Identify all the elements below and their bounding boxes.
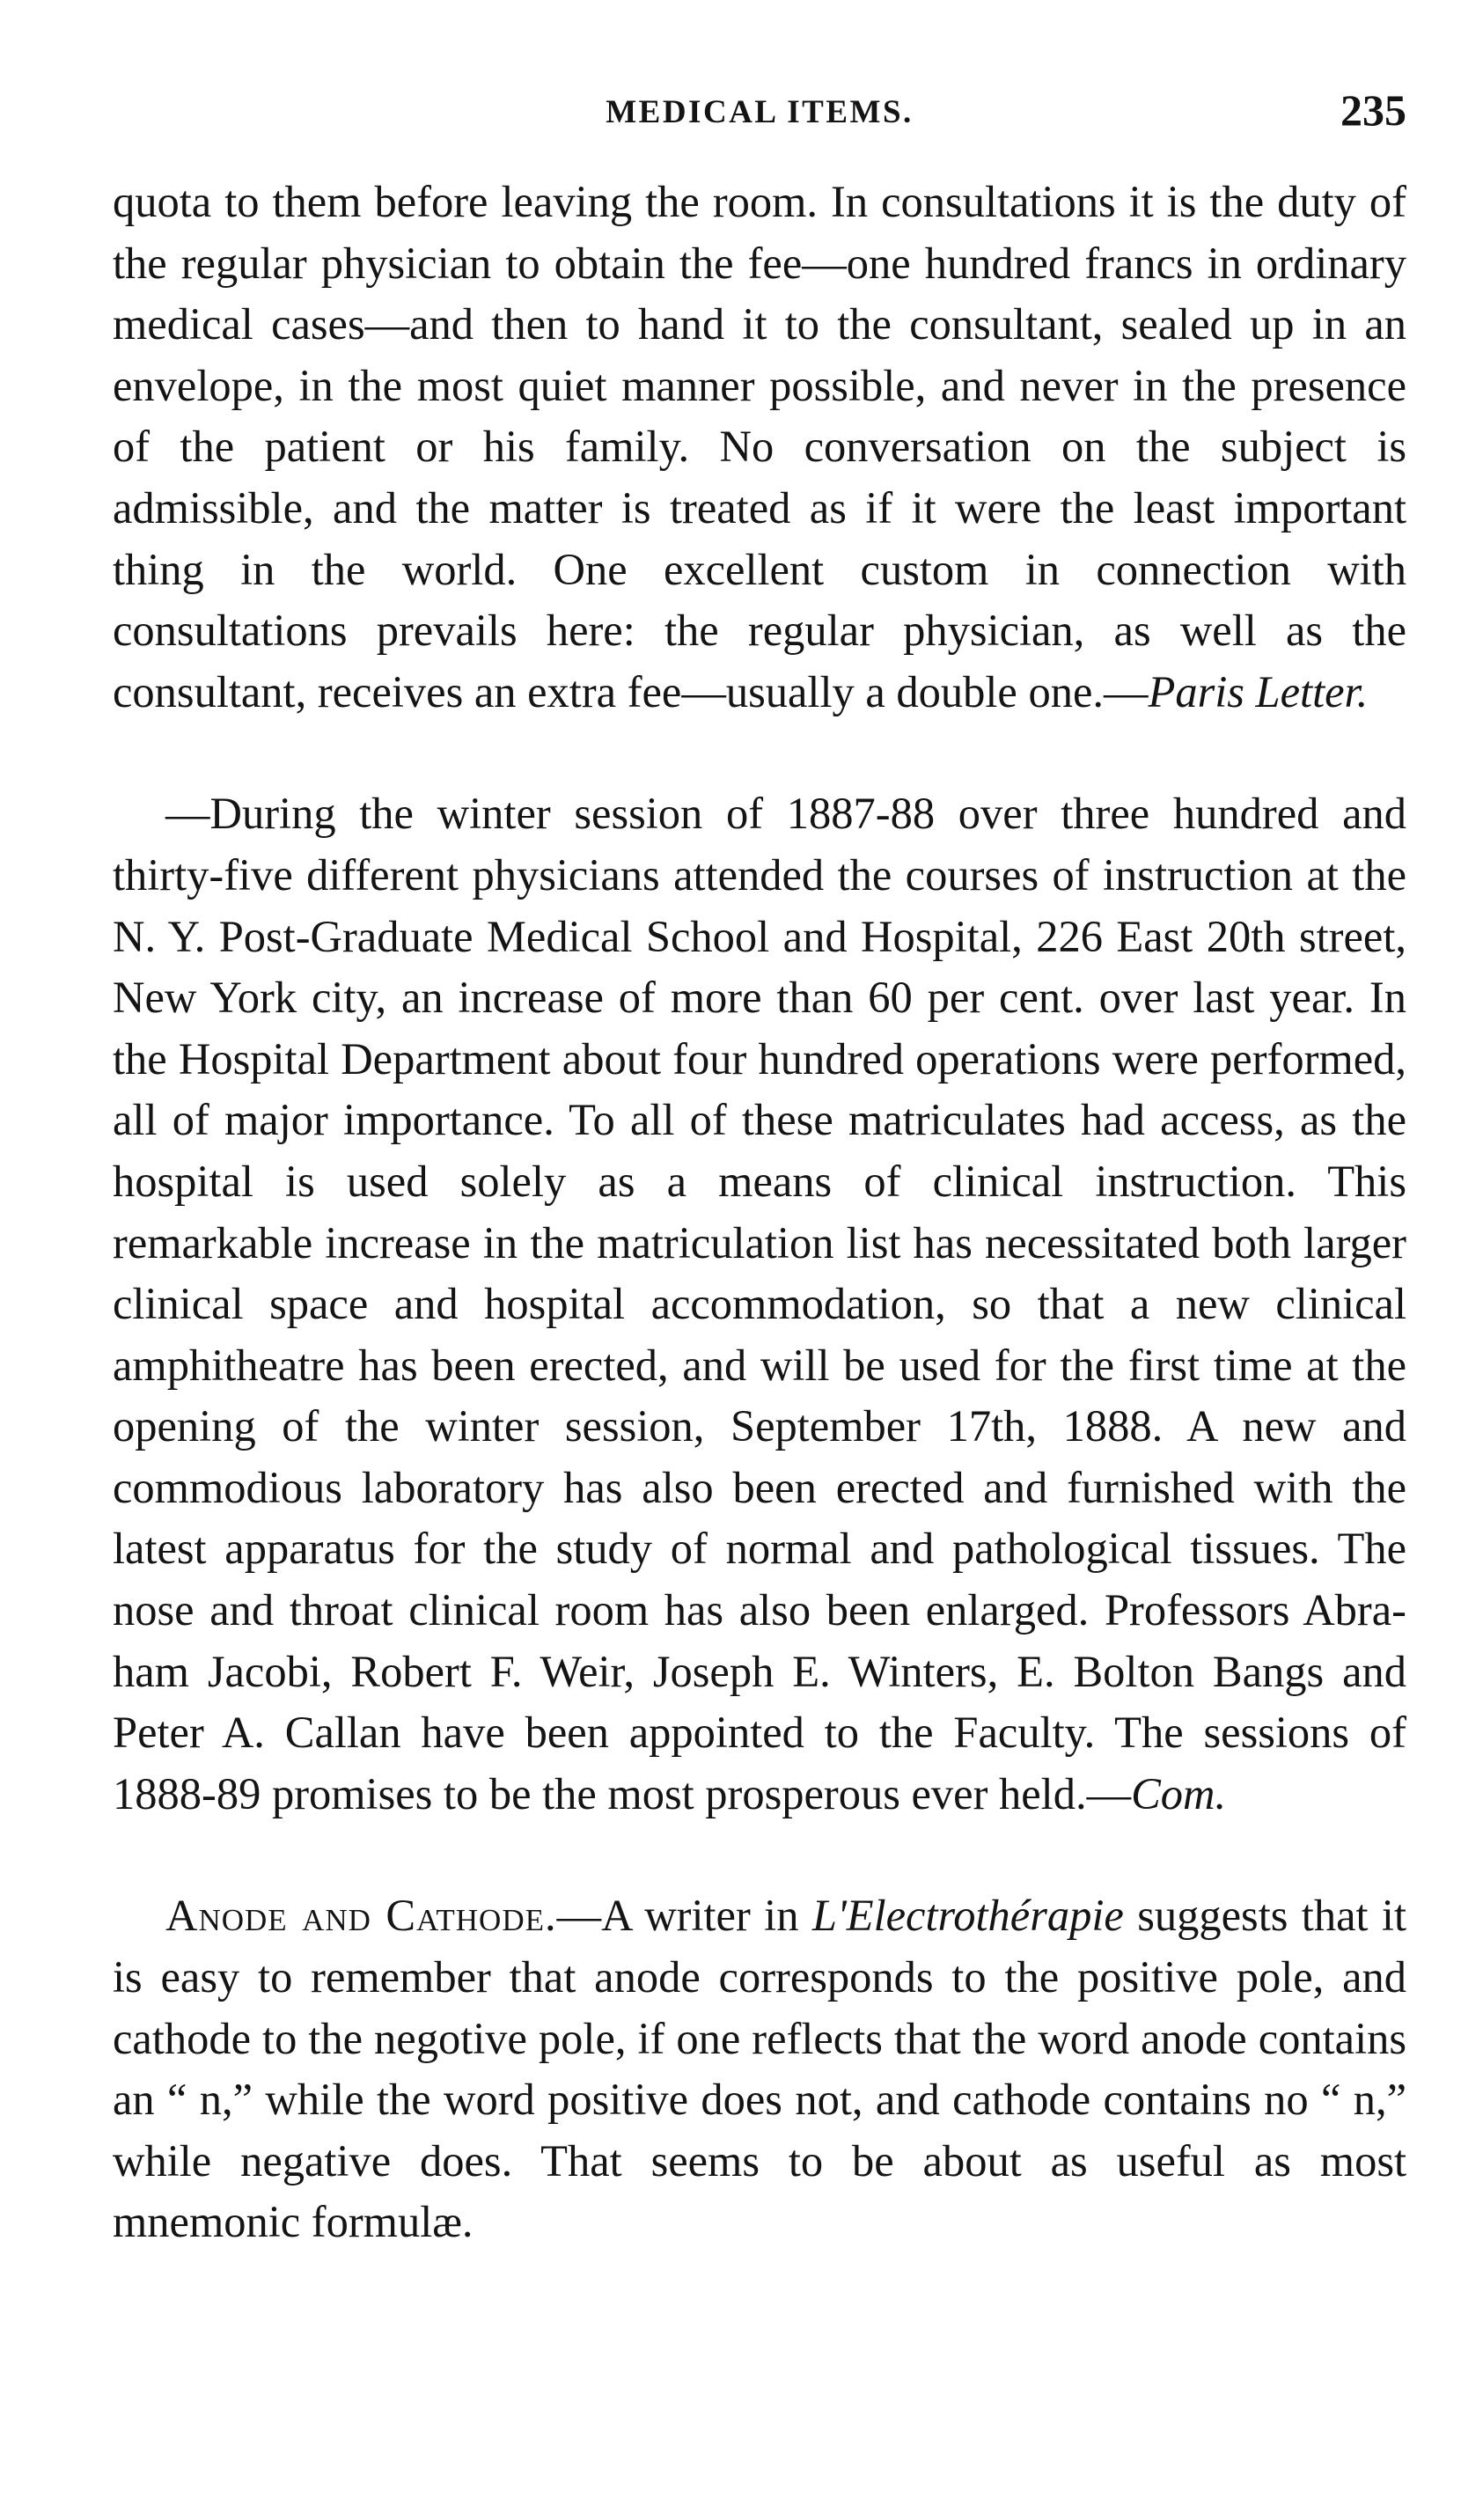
running-head bbox=[113, 77, 1406, 139]
paragraph-post-graduate-school bbox=[113, 783, 1406, 1825]
source-citation: Paris Letter. bbox=[1148, 666, 1369, 716]
paragraph-lead: —A writer in bbox=[556, 1891, 812, 1941]
paragraph-text: quota to them before leaving the room. In consultations it is the duty of the regular physician to obtain the fee—one hundred francs in ordinary medical cases—and then to hand it to the consultant, sealed up in an envelope, in the most quiet manner possible, and never in the presence of the patient or his family. No conversation on the subject is admissible, and the matter is treated as if it were the least important thing in the world. One excellent custom in connection with consultations prevails here: the regular physician, as well as the consultant, receives an extra fee—usually a double one.— bbox=[113, 177, 1406, 716]
paragraph-anode-cathode bbox=[113, 1885, 1406, 2253]
item-heading: Anode and Cathode. bbox=[165, 1891, 557, 1941]
journal-title: L'Electrothérapie bbox=[811, 1891, 1124, 1941]
paragraph-consultation-fees bbox=[113, 172, 1406, 723]
source-citation: Com. bbox=[1131, 1768, 1227, 1818]
page-body bbox=[113, 172, 1406, 2253]
paragraph-text: —During the winter session of 1887-88 over three hundred and thirty-five different physicians attended the courses of instruction at the N. Y. Post-Graduate Medical School and Hospital, 226 East 20th street, New York city, an increase of more than 60 per cent. over last year. In the Hospital Department about four hundred operations were performed, all of major importance. To all of these matriculates had access, as the hospital is used solely as a means of clinical instruction. This remarkable increase in the matriculation list has necessitated both larger clinical space and hospital accommodation, so that a new clinical amphitheatre has been erected, and will be used for the first time at the opening of the winter session, September 17th, 1888. A new and commodious laboratory has also been erected and furnished with the latest apparatus for the study of normal and pathological tissues. The nose and throat clinical room has also been enlarged. Professors Abraham Jacobi, Robert F. Weir, Joseph E. Winters, E. Bolton Bangs and Peter A. Callan have been appointed to the Faculty. The sessions of 1888-89 promises to be the most prosperous ever held.— bbox=[113, 789, 1406, 1818]
running-head-title: MEDICAL ITEMS. bbox=[606, 94, 914, 130]
page-number: 235 bbox=[1340, 85, 1406, 135]
paragraph-text: suggests that it is easy to remember that anode corresponds to the positive pole, and cathode to the negotive pole, if one reflects that the word anode contains an “ n,” while the word positive does not, and cathode contains no “ n,” while negative does. That seems to be about as useful as most mnemonic formulæ. bbox=[113, 1891, 1406, 2247]
